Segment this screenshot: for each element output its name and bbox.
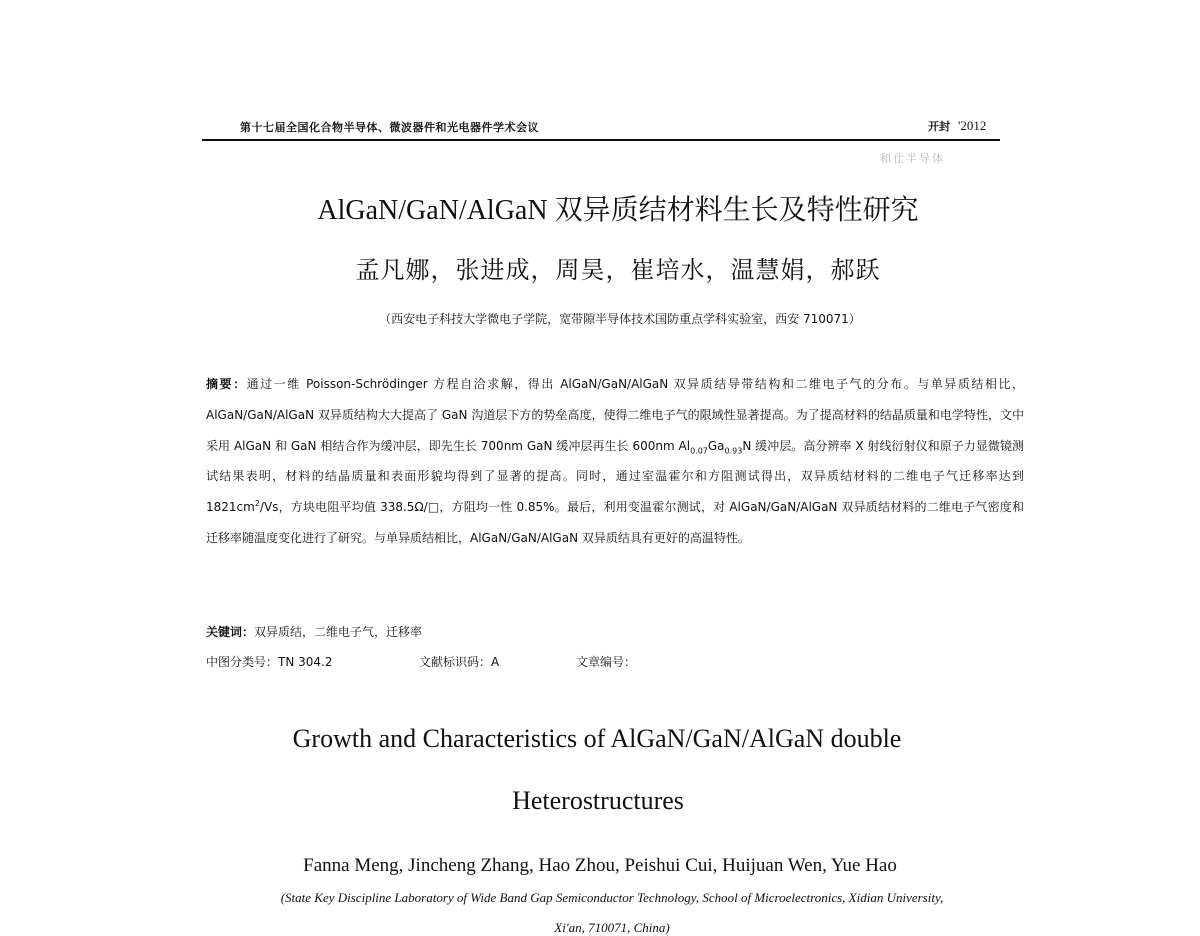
cm-superscript: 2: [254, 499, 260, 509]
abstract-text-4: /Vs，方块电阻平均值 338.5Ω/□，方阻均一性 0.85%。最后，利用变温霍尔测试，对 AlGaN/GaN/AlGaN 双异质结材料的二维电子气密度和迁移率随温度变化进行了研究。与单异质结相比，AlGaN/GaN/AlGaN 双异质结具有更好的高温特性。: [206, 500, 1024, 545]
article-number: 文章编号：: [576, 655, 637, 669]
abstract-text-1: 通过一维 Poisson-Schrödinger 方程自洽求解，得出 AlGaN/GaN/AlGaN 双异质结导带结构和二维电子气的分布。与单异质结相比，AlGaN/GaN/AlGaN 双异质结构大大提高了 GaN 沟道层下方的势垒高度，使得二维电子气的限域性显著提高。为了提高材料的结晶质量和电学特性，文中采用 AlGaN 和 GaN 相结合作为缓冲层，即先生长 700nm GaN 缓冲层再生长 600nm Al: [206, 377, 1024, 453]
authors-english: Fanna Meng, Jincheng Zhang, Hao Zhou, Peishui Cui, Huijuan Wen, Yue Hao: [303, 855, 897, 876]
header-year: '2012: [958, 118, 987, 133]
abstract-text-2: Ga: [707, 438, 725, 453]
keywords: [206, 623, 422, 640]
abstract-label: 摘要：: [206, 377, 247, 391]
header-place: 开封: [928, 120, 950, 133]
header-rule: [202, 139, 1000, 141]
abstract-text-3: N 缓冲层。高分辨率 X 射线衍射仪和原子力显微镜测试结果表明，材料的结晶质量和表面形貌均得到了显著的提高。同时，通过室温霍尔和方阻测试得出，双异质结材料的二维电子气迁移率达到 1821cm: [206, 438, 1024, 515]
authors-chinese: 孟凡娜，张进成，周昊，崔培水，温慧娟，郝跃: [355, 256, 881, 284]
affiliation-chinese: （西安电子科技大学微电子学院，宽带隙半导体技术国防重点学科实验室，西安 710071）: [379, 312, 861, 326]
conference-header: 第十七届全国化合物半导体、微波器件和光电器件学术会议: [240, 121, 539, 134]
faint-stamp: 和仕半导体: [880, 152, 945, 165]
keywords-label: 关键词：: [206, 625, 255, 639]
ga-subscript: 0.93: [724, 445, 743, 455]
title-chinese: AlGaN/GaN/AlGaN 双异质结材料生长及特性研究: [317, 195, 919, 226]
al-subscript: 0.07: [690, 445, 708, 455]
affiliation-english-line-2: Xi'an, 710071, China): [554, 920, 670, 935]
document-code: 文献标识码：A: [419, 655, 500, 669]
header-place-year: [928, 118, 986, 134]
title-english-line-1: Growth and Characteristics of AlGaN/GaN/AlGaN double: [292, 724, 902, 753]
keywords-text: 双异质结，二维电子气，迁移率: [254, 625, 423, 639]
abstract: [206, 369, 1024, 554]
affiliation-english-line-1: (State Key Discipline Laboratory of Wide Band Gap Semiconductor Technology, School of Microelectronics, Xidian University,: [280, 890, 944, 905]
clc-number: 中图分类号：TN 304.2: [206, 655, 333, 669]
classification-line: [206, 653, 906, 670]
title-english-line-2: Heterostructures: [512, 786, 684, 815]
